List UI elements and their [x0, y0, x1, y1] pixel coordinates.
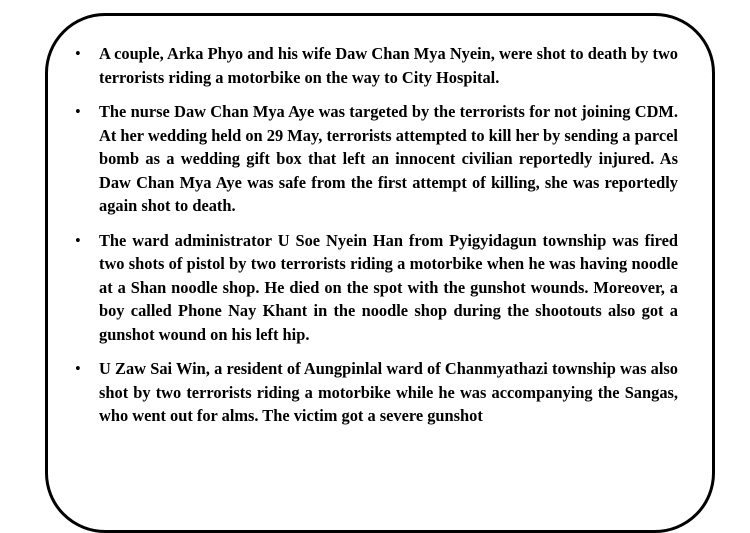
bullet-list — [72, 42, 678, 439]
bullet-item-3 — [72, 229, 678, 347]
bullet-marker: • — [75, 44, 81, 63]
bullet-marker: • — [75, 230, 81, 250]
bullet-text: A couple, Arka Phyo and his wife Daw Chan Mya Nyein, were shot to death by two terrorists riding a motorbike on the way to City Hospital. — [99, 44, 678, 87]
bullet-item-2 — [72, 100, 678, 218]
bullet-item-4 — [72, 357, 678, 428]
bullet-text: U Zaw Sai Win, a resident of Aungpinlal ward of Chanmyathazi township was also shot by two terrorists riding a motorbike while he was accompanying the Sangas, who went out for alms. The victim got a severe gunshot — [99, 359, 678, 425]
bullet-text: The ward administrator U Soe Nyein Han from Pyigyidagun township was fired two shots of pistol by two terrorists riding a motorbike when he was having noodle at a Shan noodle shop. He died on the spot with the gunshot wounds. Moreover, a boy called Phone Nay Khant in the noodle shop during the shootouts also got a gunshot wound on his left hip. — [99, 230, 678, 344]
bullet-marker: • — [75, 102, 81, 121]
bullet-item-1 — [72, 42, 678, 89]
bullet-marker: • — [75, 359, 81, 378]
bullet-text: The nurse Daw Chan Mya Aye was targeted by the terrorists for not joining CDM. At her wedding held on 29 May, terrorists attempted to kill her by sending a parcel bomb as a wedding gift box that left an innocent civilian reportedly injured. As Daw Chan Mya Aye was safe from the first attempt of killing, she was reportedly again shot to death. — [99, 102, 678, 215]
